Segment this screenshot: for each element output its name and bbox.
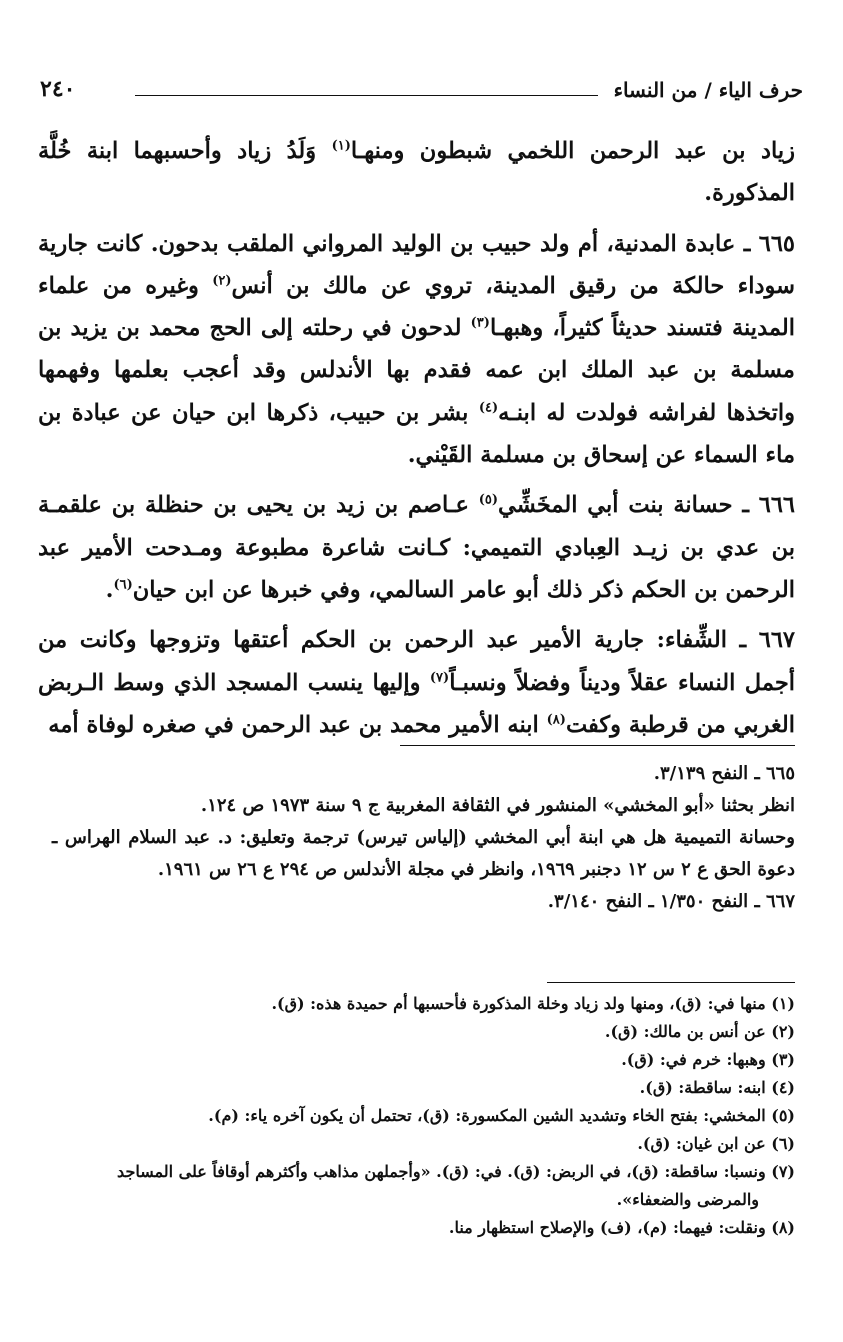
footnote-ref: (٣) — [470, 315, 490, 331]
text-run: ـ عابدة المدنية، أم ولد حبيب بن الوليد المرواني الملقب بدحون. كانت جارية سوداء حالكة من رقيق المدينة، تروي عن مالك بن أنس — [38, 230, 795, 299]
entry-number: ٦٦٧ — [758, 627, 795, 654]
source-notes — [52, 758, 795, 918]
footnote-ref: (٨) — [546, 712, 566, 728]
main-text — [38, 130, 795, 746]
text-run: وإليها ينسب المسجد الذي وسط الـربض الغربي من قرطبة وكفت — [38, 669, 795, 738]
header-rule — [135, 95, 598, 96]
footnote-ref: (٧) — [429, 670, 450, 686]
footnote: (٨) ونقلت: فيهما: (م)، (ف) والإصلاح استظهار منا. — [448, 1218, 795, 1237]
text-run: زياد بن عبد الرحمن اللخمي شبطون ومنهـا — [350, 138, 795, 164]
text-run: ـ حسانة بنت أبي المخَشِّي — [498, 492, 759, 519]
footnotes-divider — [547, 982, 795, 983]
source-note: ٦٦٥ ـ النفح ٣/١٣٩. — [653, 763, 795, 784]
footnote: (٢) عن أنس بن مالك: (ق). — [604, 1022, 795, 1041]
entry-666 — [38, 484, 795, 611]
footnote-continuation: والمرضى والضعفاء». — [616, 1190, 759, 1209]
text-run: ابنه الأمير محمد بن عبد الرحمن في صغره لوفاة أمه — [48, 711, 547, 738]
text-run: لدحون في رحلته إلى الحج محمد بن يزيد بن مسلمة بن عبد الملك ابن عمه فقدم بها الأندلس وقد أعجب بعلمها وفهمها واتخذها لفراشه فولدت له ابنـه — [38, 315, 795, 426]
entry-667 — [38, 619, 795, 746]
footnote-ref: (٤) — [478, 400, 499, 416]
footnote: (١) منها في: (ق)، ومنها ولد زياد وخلة المذكورة فأحسبها أم حميدة هذه: (ق). — [271, 994, 795, 1013]
text-run: وغيره من علماء المدينة فتسند حديثاً كثيراً، وهبهـا — [38, 272, 795, 342]
text-run: وَلَدُ زياد وأحسبهما ابنة خُلَّة المذكورة. — [38, 138, 795, 207]
footnote: (٦) عن ابن غيان: (ق). — [637, 1134, 795, 1153]
text-run: عـاصم بن زيد بن يحيى بن حنظلة بن علقمـة بن عدي بن زيـد العِبادي التميمي: كـانت شاعرة مطبوعة ومـدحت الأمير عبد الرحمن بن الحكم ذكر ذلك أبو عامر السالمي، وفي خبرها عن ابن حيان — [38, 492, 795, 603]
footnote: (٧) ونسبا: ساقطة: (ق)، في الربض: (ق). في: (ق). «وأجملهن مذاهب وأكثرهم أوقافاً على المساجد — [117, 1162, 795, 1181]
text-run: ـ الشِّفاء: جارية الأمير عبد الرحمن بن الحكم أعتقها وتزوجها وكانت من أجمل النساء عقلاً وديناً وفضلاً ونسبـاً — [38, 627, 795, 696]
text-run: بشر بن حبيب، ذكرها ابن حيان عن عبادة بن ماء السماء عن إسحاق بن مسلمة القَيْني. — [38, 399, 795, 469]
chapter-title: حرف الياء / من النساء — [613, 78, 803, 102]
entry-number: ٦٦٦ — [758, 492, 795, 519]
footnote-ref: (١) — [331, 138, 351, 154]
footnotes — [30, 990, 795, 1242]
running-header — [40, 78, 803, 108]
entry-number: ٦٦٥ — [758, 230, 795, 257]
source-note: انظر بحثنا «أبو المخشي» المنشور في الثقافة المغربية ج ٩ سنة ١٩٧٣ ص ١٢٤. — [200, 795, 795, 816]
footnote: (٣) وهبها: خرم في: (ق). — [621, 1050, 795, 1069]
sources-divider — [400, 745, 795, 746]
intro-paragraph — [38, 130, 795, 215]
footnote-ref: (٦) — [113, 577, 133, 593]
entry-665 — [38, 223, 795, 477]
text-run: . — [105, 576, 114, 603]
footnote: (٥) المخشي: بفتح الخاء وتشديد الشين المكسورة: (ق)، تحتمل أن يكون آخره ياء: (م). — [208, 1106, 795, 1125]
source-note: وحسانة التميمية هل هي ابنة أبي المخشي (إلياس تيرس) ترجمة وتعليق: د. عبد السلام الهراس ـ دعوة الحق ع ٢ س ١٢ دجنبر ١٩٦٩، وانظر في مجلة الأندلس ص ٢٩٤ ع ٢٦ س ١٩٦١. — [52, 827, 795, 880]
page-number: ٢٤٠ — [40, 76, 76, 102]
footnote-ref: (٥) — [478, 492, 499, 508]
footnote-ref: (٢) — [212, 273, 232, 289]
footnote: (٤) ابنه: ساقطة: (ق). — [639, 1078, 795, 1097]
source-note: ٦٦٧ ـ النفح ١/٣٥٠ ـ النفح ٣/١٤٠. — [547, 891, 795, 912]
